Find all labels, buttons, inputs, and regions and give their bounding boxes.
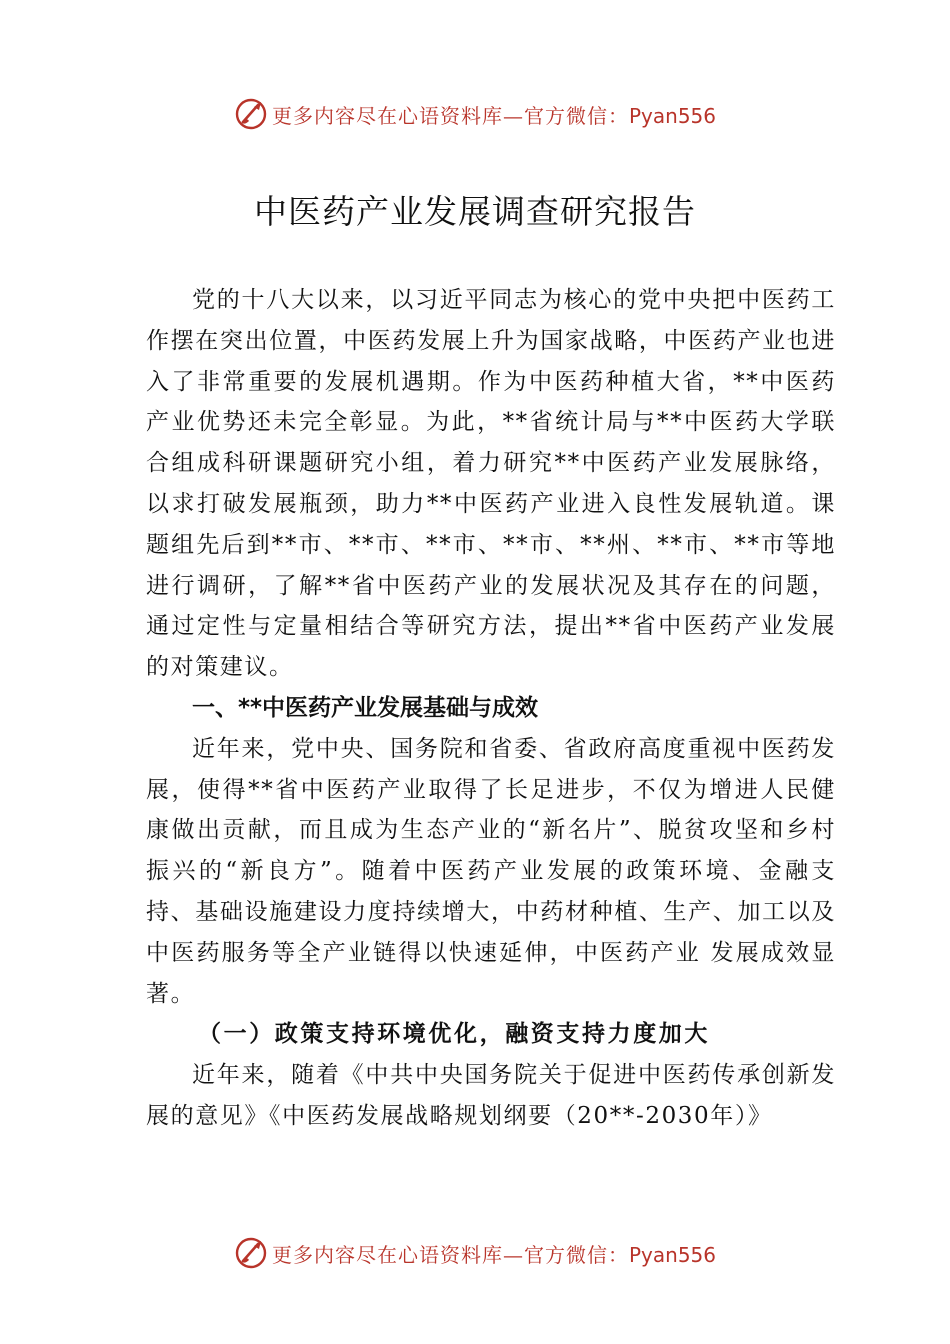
wechat-id: Pyan556	[628, 103, 716, 128]
section-1-paragraph: 近年来，党中央、国务院和省委、省政府高度重视中医药发展，使得**省中医药产业取得了长足进步，不仅为增进人民健康做出贡献，而且成为生态产业的“新名片”、脱贫攻坚和乡村振兴的“新良方”。随着中医药产业发展的政策环境、金融支持、基础设施建设力度持续增大，中药材种植、生产、加工以及中医药服务等全产业链得以快速延伸，中医药产业 发展成效显著。	[146, 735, 836, 1007]
document-body	[146, 280, 836, 1137]
banner-text: 更多内容尽在心语资料库—官方微信：Pyan556	[271, 1242, 716, 1267]
footer-banner	[0, 1233, 950, 1273]
brush-logo-icon	[234, 97, 268, 131]
intro-paragraph: 党的十八大以来，以习近平同志为核心的党中央把中医药工作摆在突出位置，中医药发展上升为国家战略，中医药产业也进入了非常重要的发展机遇期。作为中医药种植大省，**中医药产业优势还未完全彰显。为此，**省统计局与**中医药大学联合组成科研课题研究小组，着力研究**中医药产业发展脉络，以求打破发展瓶颈，助力**中医药产业进入良性发展轨道。课题组先后到**市、**市、**市、**市、**州、**市、**市等地进行调研，了解**省中医药产业的发展状况及其存在的问题，通过定性与定量相结合等研究方法，提出**省中医药产业发展的对策建议。	[146, 287, 836, 681]
subsection-1-paragraph: 近年来，随着《中共中央国务院关于促进中医药传承创新发展的意见》《中医药发展战略规划纲要（20**-2030年）》	[146, 1062, 836, 1129]
subsection-heading-1: （一）政策支持环境优化，融资支持力度加大	[198, 1020, 710, 1048]
banner-text: 更多内容尽在心语资料库—官方微信：Pyan556	[271, 103, 716, 128]
section-heading-1: 一、**中医药产业发展基础与成效	[192, 694, 539, 721]
brush-logo-icon	[234, 1236, 268, 1270]
header-banner	[0, 94, 950, 134]
document-title: 中医药产业发展调查研究报告	[254, 192, 696, 231]
wechat-id: Pyan556	[628, 1242, 716, 1267]
